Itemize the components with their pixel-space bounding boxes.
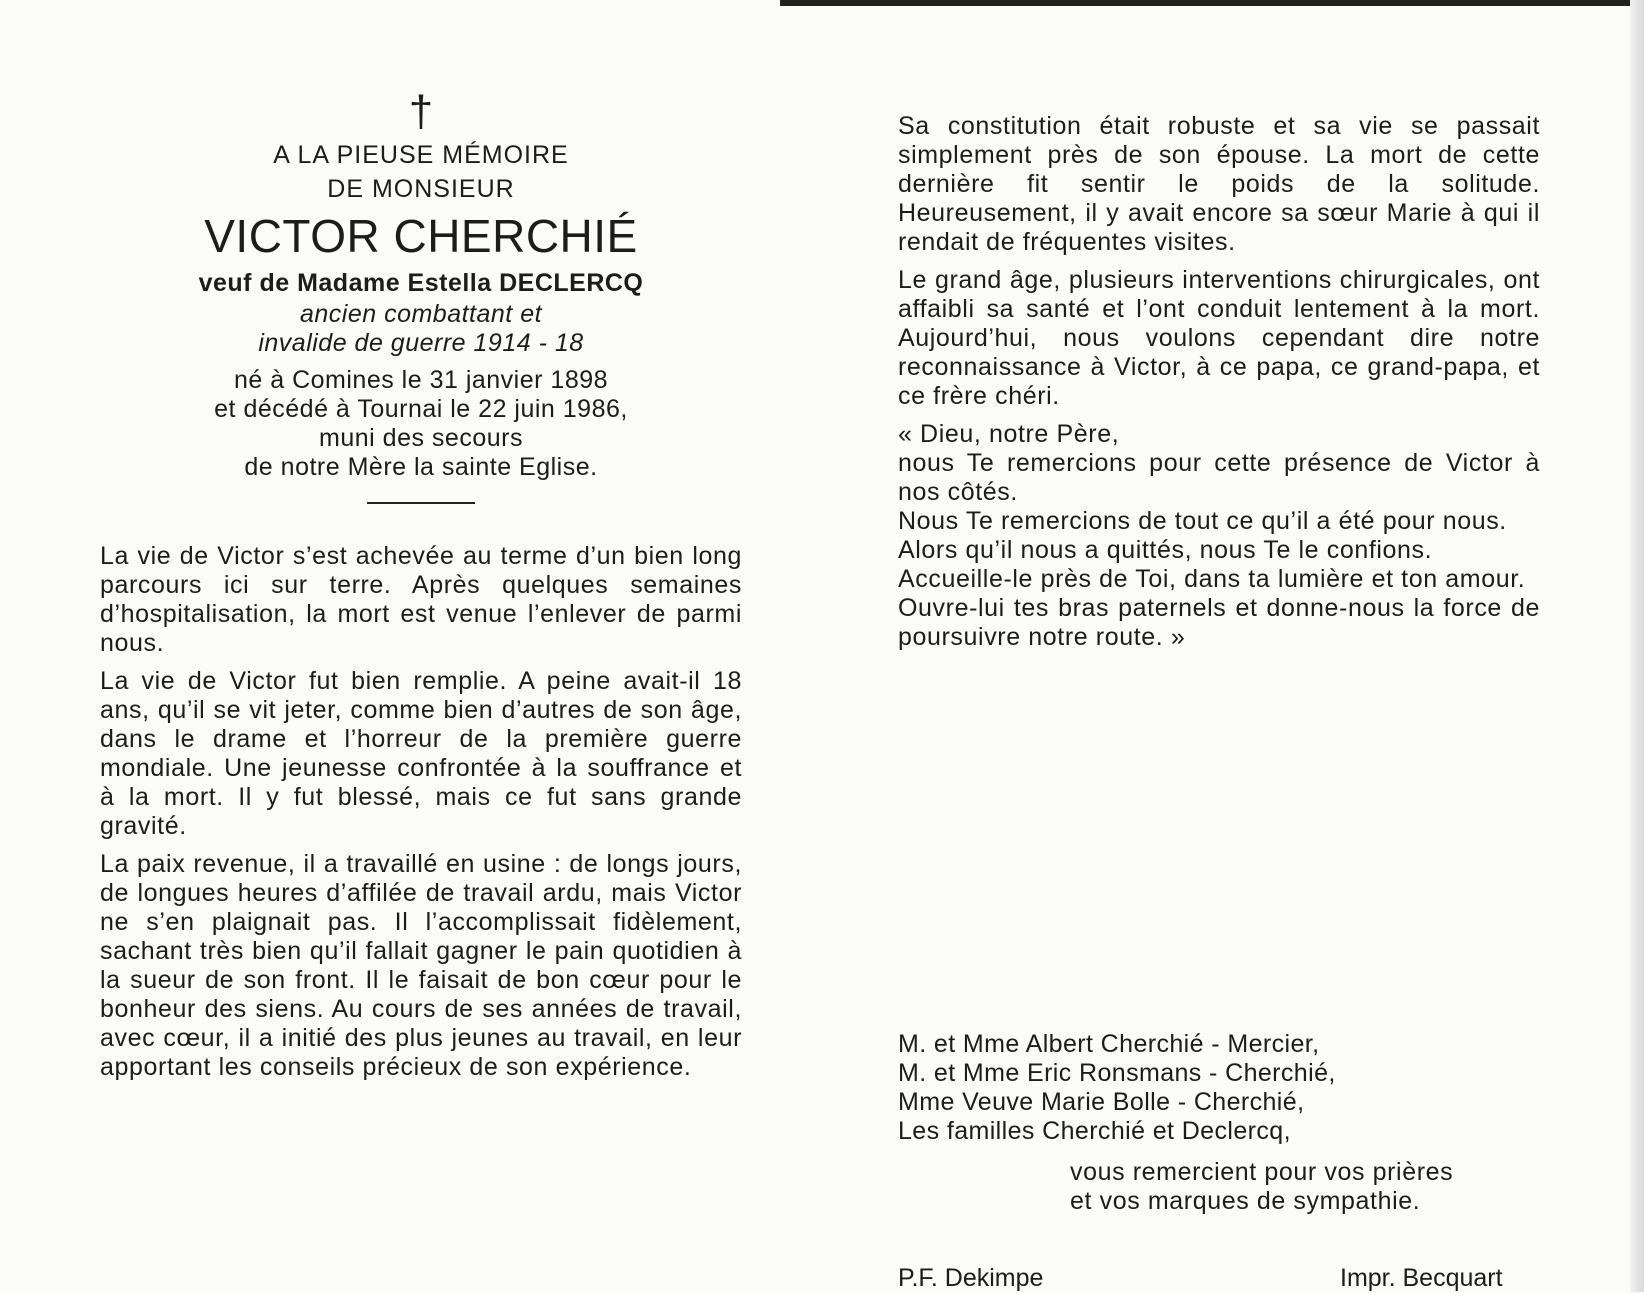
funeral-home: P.F. Dekimpe [898,1264,1044,1292]
divider [367,502,475,504]
signatory-4: Les familles Cherchié et Declercq, [898,1117,1291,1145]
sacraments-line-2: de notre Mère la sainte Eglise. [244,453,598,481]
birth-line: né à Comines le 31 janvier 1898 [233,366,609,394]
prayer-line-6: Ouvre-lui tes bras paternels et donne-nous la force de poursuivre notre route. » [898,594,1540,651]
left-paragraph-2: La vie de Victor fut bien remplie. A peine avait-il 18 ans, qu’il se vit jeter, comme bien d’autres de son âge, dans le drame et l’horreur de la première guerre mondiale. Une jeunesse confrontée à la souffrance et à la mort. Il y fut blessé, mais ce fut sans grande gravité. [100,667,742,840]
right-paper-edge [1630,0,1644,1292]
left-paragraph-1: La vie de Victor s’est achevée au terme d’un bien long parcours ici sur terre. Après quelques semaines d’hospitalisation, la mort est venue l’enlever de parmi nous. [100,542,742,657]
dates-block [100,366,742,482]
signatory-2: M. et Mme Eric Ronsmans - Cherchié, [898,1059,1336,1087]
title-line-2: invalide de guerre 1914 - 18 [258,329,584,357]
memoire-line-1: A LA PIEUSE MÉMOIRE [273,141,569,169]
death-line: et décédé à Tournai le 22 juin 1986, [214,395,628,423]
signatory-1: M. et Mme Albert Cherchié - Mercier, [898,1030,1320,1058]
prayer-line-2: nous Te remercions pour cette présence de Victor à nos côtés. [898,449,1540,506]
memorial-header [100,88,742,504]
left-paragraph-3: La paix revenue, il a travaillé en usine : de longs jours, de longues heures d’affilée de travail ardu, mais Victor ne s’en plaignait pas. Il l’accomplissait fidèlement, sachant très bien qu’il fallait gagner le pain quotidien à la sueur de son front. Il le faisait de bon cœur pour le bonheur des siens. Au cours de ses années de travail, avec cœur, il a initié des plus jeunes au travail, en leur apportant les conseils précieux de son expérience. [100,850,742,1081]
right-column [898,112,1540,652]
left-column [100,88,742,1091]
memoire-line-2: DE MONSIEUR [327,175,515,203]
title-line-1: ancien combattant et [299,300,543,328]
right-paragraph-1: Sa constitution était robuste et sa vie se passait simplement près de son épouse. La mort de cette dernière fit sentir le poids de la solitude. Heureusement, il y avait encore sa sœur Marie à qui il rendait de fréquentes visites. [898,112,1540,256]
thanks-block [1070,1158,1453,1216]
top-dark-edge [780,0,1644,6]
signatory-3: Mme Veuve Marie Bolle - Cherchié, [898,1088,1305,1116]
sacraments-line-1: muni des secours [319,424,523,452]
cross-icon: † [408,87,434,136]
widower-line: veuf de Madame Estella DECLERCQ [198,269,644,297]
prayer-line-3: Nous Te remercions de tout ce qu’il a été pour nous. [898,507,1507,535]
prayer-line-5: Accueille-le près de Toi, dans ta lumière et ton amour. [898,565,1526,593]
thanks-line-2: et vos marques de sympathie. [1070,1187,1421,1215]
signatories [898,1030,1336,1146]
prayer-line-4: Alors qu’il nous a quittés, nous Te le confions. [898,536,1433,564]
thanks-line-1: vous remercient pour vos prières [1070,1158,1454,1186]
prayer-block [898,420,1540,652]
printer: Impr. Becquart [1340,1264,1503,1292]
right-paragraph-2: Le grand âge, plusieurs interventions chirurgicales, ont affaibli sa santé et l’ont conduit lentement à la mort. Aujourd’hui, nous voulons cependant dire notre reconnaissance à Victor, à ce papa, ce grand-papa, et ce frère chéri. [898,266,1540,410]
deceased-name: VICTOR CHERCHIÉ [204,210,638,262]
prayer-line-1: « Dieu, notre Père, [898,420,1120,448]
